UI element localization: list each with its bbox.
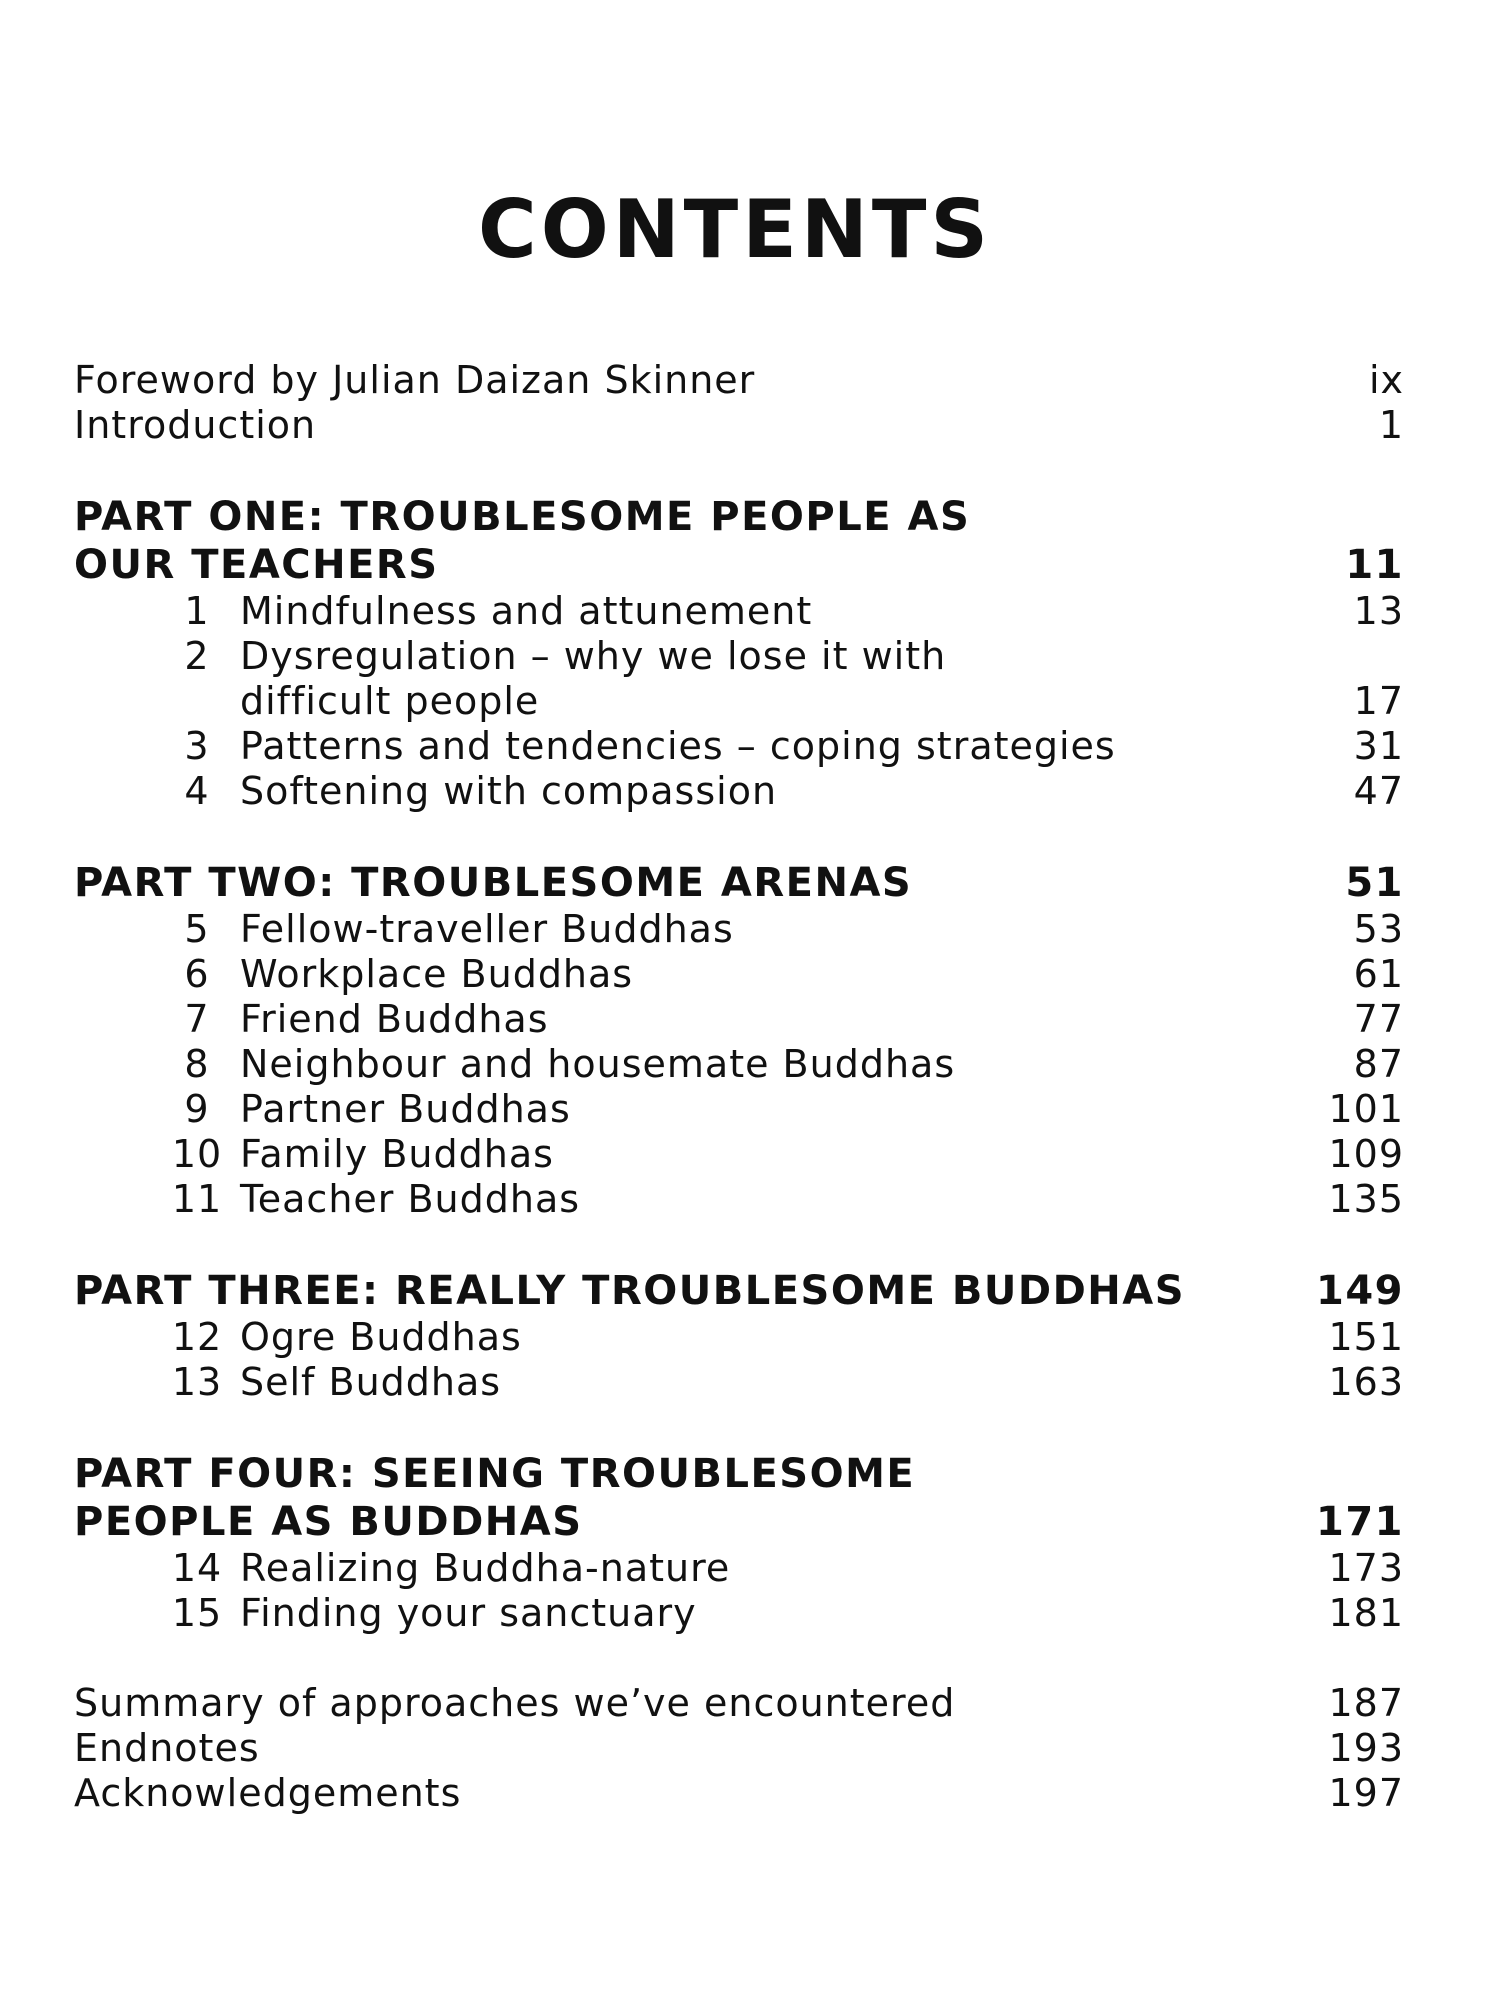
chapter-number: 15	[171, 1591, 223, 1635]
entry-page: 1	[1378, 403, 1404, 447]
entry-title: Acknowledgements	[74, 1771, 462, 1815]
chapter-title: Softening with compassion	[240, 769, 778, 813]
entry-page: ix	[1368, 358, 1404, 402]
chapter-entry	[74, 1132, 1404, 1177]
part-title-line: PART ONE: TROUBLESOME PEOPLE AS	[74, 494, 971, 540]
chapter-title: Dysregulation – why we lose it with	[240, 634, 947, 678]
chapter-title: Mindfulness and attunement	[240, 589, 813, 633]
chapter-number: 3	[184, 724, 210, 768]
entry-title: Introduction	[74, 403, 317, 447]
chapter-entry	[74, 1591, 1404, 1636]
chapter-number: 11	[171, 1177, 223, 1221]
chapter-title: Teacher Buddhas	[240, 1177, 581, 1221]
chapter-number: 14	[171, 1546, 223, 1590]
chapter-page: 163	[1328, 1360, 1404, 1404]
chapter-page: 13	[1353, 589, 1404, 633]
part-page: 51	[1345, 860, 1404, 906]
chapter-title: Realizing Buddha-nature	[240, 1546, 731, 1590]
chapter-number: 10	[171, 1132, 223, 1176]
toc-entry-summary	[74, 1681, 1404, 1726]
front-matter	[74, 358, 1404, 448]
chapter-entry-continued	[74, 679, 1404, 724]
chapter-number: 2	[184, 634, 210, 678]
entry-page: 187	[1328, 1681, 1404, 1725]
chapter-number: 1	[184, 589, 210, 633]
chapter-entry	[74, 997, 1404, 1042]
chapter-entry	[74, 724, 1404, 769]
chapter-number: 7	[184, 997, 210, 1041]
chapter-entry	[74, 589, 1404, 634]
chapter-entry	[74, 1360, 1404, 1405]
chapter-title: difficult people	[240, 679, 540, 723]
part-title-line: PART TWO: TROUBLESOME ARENAS	[74, 860, 913, 906]
chapter-page: 173	[1328, 1546, 1404, 1590]
page-title: CONTENTS	[477, 183, 993, 276]
chapter-entry	[74, 1315, 1404, 1360]
part-title-line: PART THREE: REALLY TROUBLESOME BUDDHAS	[74, 1268, 1186, 1314]
chapter-title: Friend Buddhas	[240, 997, 549, 1041]
part-page: 11	[1345, 542, 1404, 588]
part-heading	[74, 541, 1404, 589]
chapter-page: 151	[1328, 1315, 1404, 1359]
chapter-number: 8	[184, 1042, 210, 1086]
chapter-entry	[74, 952, 1404, 997]
chapter-title: Fellow-traveller Buddhas	[240, 907, 734, 951]
part-heading	[74, 493, 1404, 541]
chapter-entry	[74, 769, 1404, 814]
toc-entry-introduction	[74, 403, 1404, 448]
chapter-page: 77	[1353, 997, 1404, 1041]
part-three	[74, 1267, 1404, 1405]
entry-title: Foreword by Julian Daizan Skinner	[74, 358, 756, 402]
chapter-title: Finding your sanctuary	[240, 1591, 697, 1635]
chapter-number: 13	[171, 1360, 223, 1404]
chapter-title: Workplace Buddhas	[240, 952, 634, 996]
chapter-title: Neighbour and housemate Buddhas	[240, 1042, 956, 1086]
part-page: 171	[1316, 1499, 1404, 1545]
chapter-title: Patterns and tendencies – coping strategies	[240, 724, 1116, 768]
chapter-title: Self Buddhas	[240, 1360, 502, 1404]
entry-page: 197	[1328, 1771, 1404, 1815]
chapter-number: 4	[184, 769, 210, 813]
part-title-line: OUR TEACHERS	[74, 542, 439, 588]
chapter-page: 53	[1353, 907, 1404, 951]
back-matter	[74, 1681, 1404, 1816]
part-title-line: PEOPLE AS BUDDHAS	[74, 1499, 583, 1545]
chapter-entry	[74, 1042, 1404, 1087]
chapter-entry	[74, 634, 1404, 679]
chapter-title: Family Buddhas	[240, 1132, 554, 1176]
chapter-page: 181	[1328, 1591, 1404, 1635]
chapter-page: 87	[1353, 1042, 1404, 1086]
chapter-number: 12	[171, 1315, 223, 1359]
part-title-line: PART FOUR: SEEING TROUBLESOME	[74, 1451, 916, 1497]
chapter-entry	[74, 907, 1404, 952]
part-four	[74, 1450, 1404, 1636]
chapter-page: 17	[1353, 679, 1404, 723]
toc-entry-acknowledgements	[74, 1771, 1404, 1816]
chapter-page: 61	[1353, 952, 1404, 996]
part-two	[74, 859, 1404, 1222]
chapter-page: 47	[1353, 769, 1404, 813]
chapter-entry	[74, 1546, 1404, 1591]
entry-title: Summary of approaches we’ve encountered	[74, 1681, 956, 1725]
part-heading	[74, 1267, 1404, 1315]
chapter-page: 101	[1328, 1087, 1404, 1131]
chapter-title: Ogre Buddhas	[240, 1315, 522, 1359]
chapter-entry	[74, 1087, 1404, 1132]
part-heading	[74, 1498, 1404, 1546]
part-heading	[74, 859, 1404, 907]
toc-entry-endnotes	[74, 1726, 1404, 1771]
part-page: 149	[1316, 1268, 1404, 1314]
table-of-contents	[74, 358, 1404, 1816]
chapter-page: 109	[1328, 1132, 1404, 1176]
chapter-page: 31	[1353, 724, 1404, 768]
part-heading	[74, 1450, 1404, 1498]
chapter-title: Partner Buddhas	[240, 1087, 571, 1131]
entry-title: Endnotes	[74, 1726, 260, 1770]
chapter-page: 135	[1328, 1177, 1404, 1221]
chapter-entry	[74, 1177, 1404, 1222]
toc-entry-foreword	[74, 358, 1404, 403]
chapter-number: 6	[184, 952, 210, 996]
entry-page: 193	[1328, 1726, 1404, 1770]
part-one	[74, 493, 1404, 814]
chapter-number: 9	[184, 1087, 210, 1131]
chapter-number: 5	[184, 907, 210, 951]
